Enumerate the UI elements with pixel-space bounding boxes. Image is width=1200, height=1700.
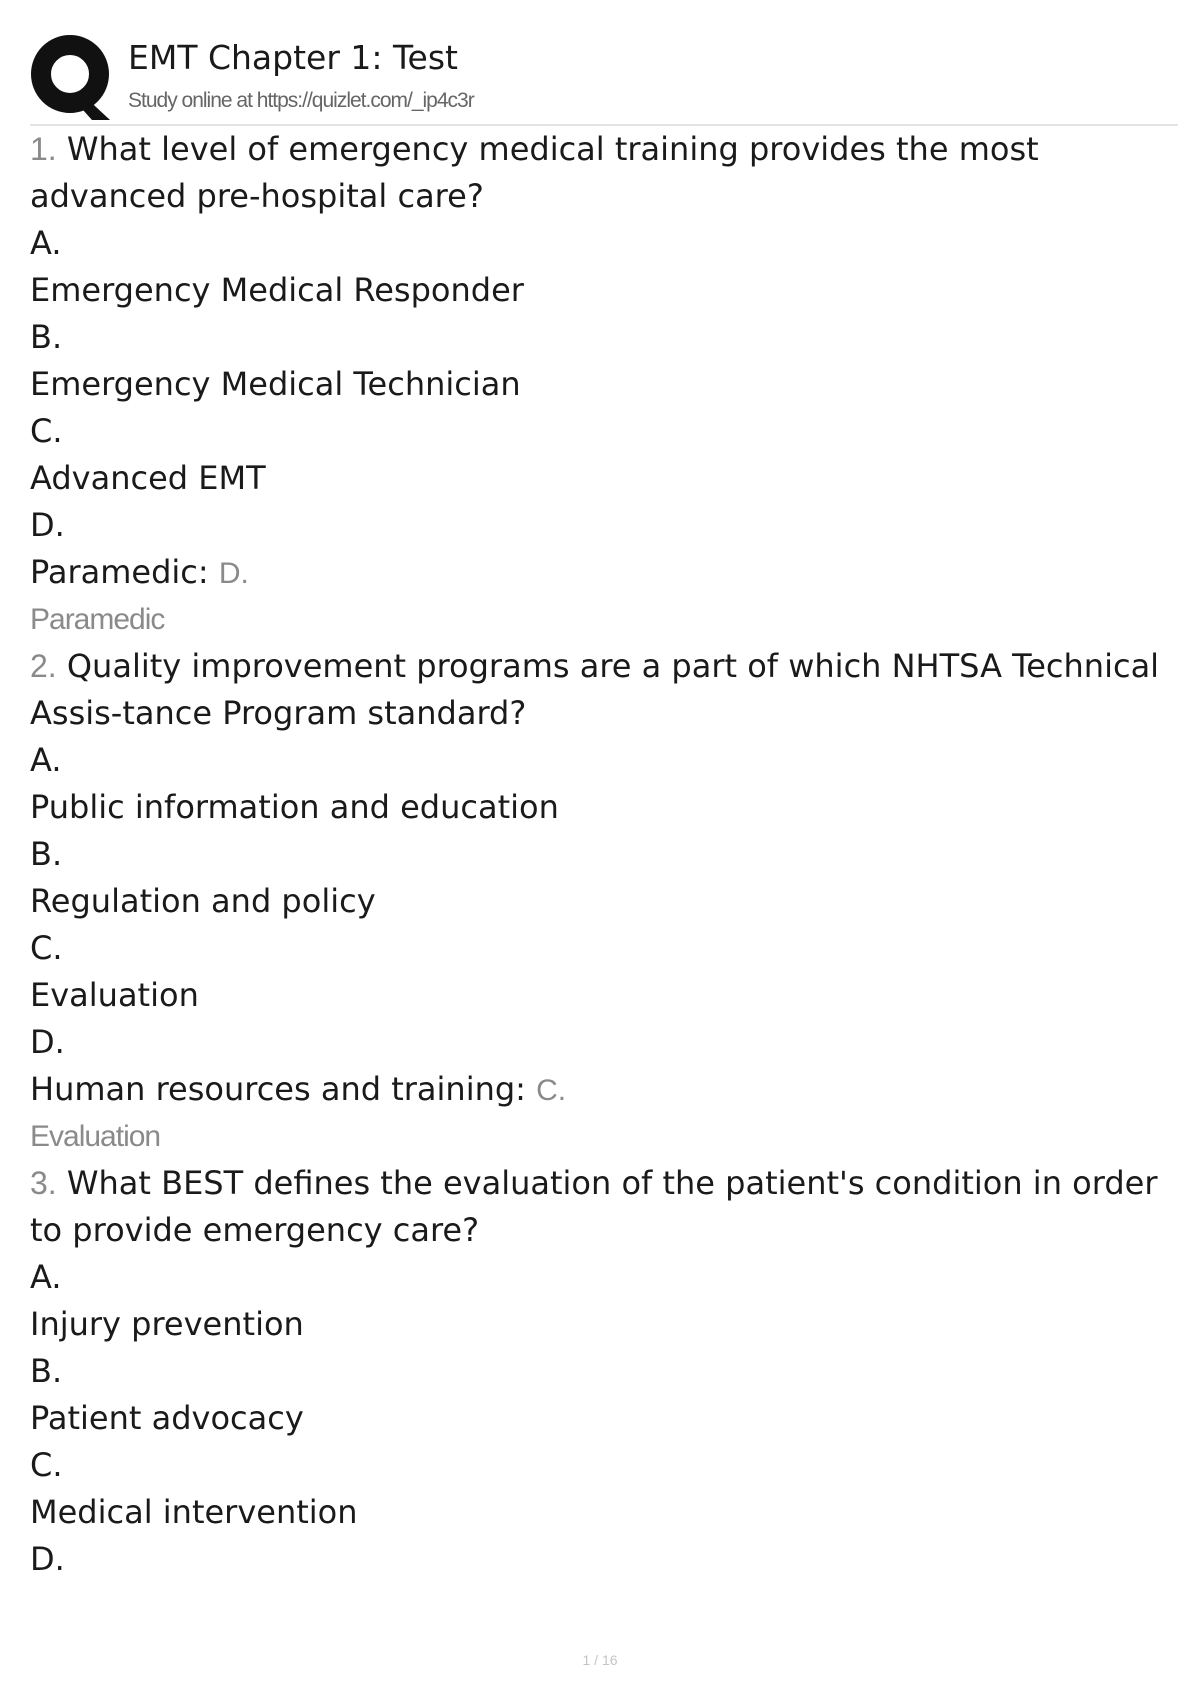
option-letter: D.	[30, 1540, 65, 1578]
question-prompt: Quality improvement programs are a part of which NHTSA Technical Assis-tance Program standard?	[30, 647, 1160, 732]
option-text: Human resources and training:	[30, 1070, 526, 1108]
option-text: Injury prevention	[30, 1305, 304, 1343]
option-text: Emergency Medical Technician	[30, 365, 521, 403]
option-letter: D.	[30, 506, 65, 544]
question-3	[30, 1160, 1180, 1583]
option-text: Medical intervention	[30, 1493, 358, 1531]
option-letter: C.	[30, 1446, 63, 1484]
option-letter: C.	[30, 412, 63, 450]
question-number: 3.	[30, 1165, 57, 1201]
option-letter: A.	[30, 1258, 62, 1296]
option-text: Advanced EMT	[30, 459, 266, 497]
option-letter: A.	[30, 741, 62, 779]
page-header	[30, 34, 1178, 124]
question-1	[30, 126, 1180, 643]
question-text	[30, 1160, 1180, 1254]
answer-letter: D.	[218, 557, 249, 590]
question-prompt: What level of emergency medical training provides the most advanced pre-hospital care?	[30, 130, 1039, 215]
option-letter: D.	[30, 1023, 65, 1061]
option-text: Patient advocacy	[30, 1399, 304, 1437]
option-text-with-answer	[30, 549, 1180, 597]
option-letter: C.	[30, 929, 63, 967]
option-letter: A.	[30, 224, 62, 262]
question-number: 1.	[30, 131, 57, 167]
answer-text: Paramedic	[30, 603, 165, 636]
question-prompt: What BEST defines the evaluation of the patient's condition in order to provide emergency care?	[30, 1164, 1158, 1249]
study-online-link[interactable]: Study online at https://quizlet.com/_ip4c3r	[128, 89, 474, 112]
option-letter: B.	[30, 318, 63, 356]
question-text	[30, 643, 1180, 737]
option-letter: B.	[30, 1352, 63, 1390]
option-text-with-answer	[30, 1066, 1180, 1114]
question-text	[30, 126, 1180, 220]
question-list	[30, 126, 1180, 1583]
question-2	[30, 643, 1180, 1160]
option-text: Evaluation	[30, 976, 199, 1014]
page-number: 1 / 16	[582, 1652, 618, 1668]
answer-text: Evaluation	[30, 1120, 161, 1153]
page-title: EMT Chapter 1: Test	[128, 38, 458, 77]
question-number: 2.	[30, 648, 57, 684]
option-letter: B.	[30, 835, 63, 873]
answer-letter: C.	[536, 1074, 567, 1107]
quizlet-q-logo-icon	[30, 34, 112, 120]
option-text: Paramedic:	[30, 553, 209, 591]
option-text: Regulation and policy	[30, 882, 376, 920]
option-text: Public information and education	[30, 788, 559, 826]
option-text: Emergency Medical Responder	[30, 271, 524, 309]
